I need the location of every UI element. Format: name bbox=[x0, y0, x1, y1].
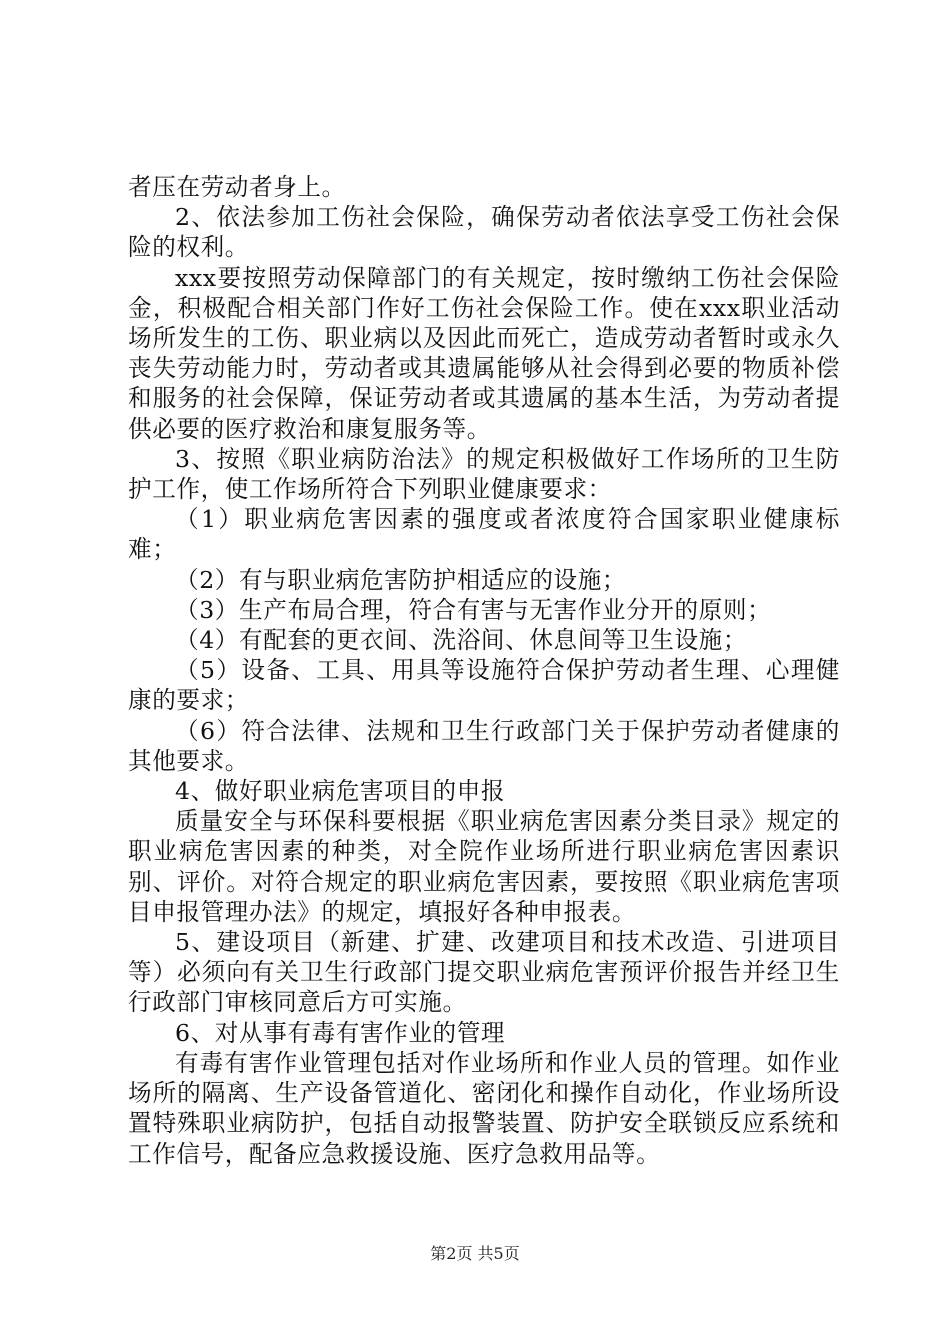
paragraph-item-4-heading: 4、做好职业病危害项目的申报 bbox=[175, 777, 506, 806]
paragraph-requirement-4: （4）有配套的更衣间、洗浴间、休息间等卫生设施； bbox=[175, 626, 748, 655]
paragraph-continuation: 者压在劳动者身上。 bbox=[128, 173, 346, 201]
paragraph-requirement-3: （3）生产布局合理，符合有害与无害作业分开的原则； bbox=[175, 595, 772, 624]
paragraph-item-2-insurance: 2、依法参加工伤社会保险，确保劳动者依法享受工伤社会保险的权利。 bbox=[128, 203, 840, 262]
paragraph-toxic-work-management: 有毒有害作业管理包括对作业场所和作业人员的管理。如作业场所的隔离、生产设备管道化、密闭化和操作自动化，作业场所设置特殊职业病防护，包括自动报警装置、防护安全联锁反应系统和工作信号，配备应急救援设施、医疗急救用品等。 bbox=[128, 1048, 840, 1168]
paragraph-declaration-details: 质量安全与环保科要根据《职业病危害因素分类目录》规定的职业病危害因素的种类，对全院作业场所进行职业病危害因素识别、评价。对符合规定的职业病危害因素，要按照《职业病危害项目申报管理办法》的规定，填报好各种申报表。 bbox=[128, 807, 840, 926]
page-number-label: 第2页 共5页 bbox=[430, 1244, 520, 1263]
paragraph-requirement-1: （1）职业病危害因素的强度或者浓度符合国家职业健康标难； bbox=[128, 505, 840, 564]
page-footer bbox=[0, 1244, 950, 1264]
paragraph-item-3-protection: 3、按照《职业病防治法》的规定积极做好工作场所的卫生防护工作，使工作场所符合下列职业健康要求： bbox=[128, 444, 840, 504]
paragraph-requirement-6: （6）符合法律、法规和卫生行政部门关于保护劳动者健康的其他要求。 bbox=[128, 716, 840, 775]
paragraph-requirement-2: （2）有与职业病危害防护相适应的设施； bbox=[175, 565, 627, 594]
document-body bbox=[128, 172, 840, 1169]
paragraph-insurance-details: xxx要按照劳动保障部门的有关规定，按时缴纳工伤社会保险金，积极配合相关部门作好工伤社会保险工作。使在xxx职业活动场所发生的工伤、职业病以及因此而死亡，造成劳动者暂时或永久丧失劳动能力时，劳动者或其遗属能够从社会得到必要的物质补偿和服务的社会保障，保证劳动者或其遗属的基本生活，为劳动者提供必要的医疗救治和康复服务等。 bbox=[128, 263, 840, 443]
paragraph-requirement-5: （5）设备、工具、用具等设施符合保护劳动者生理、心理健康的要求； bbox=[128, 656, 840, 715]
paragraph-item-6-heading: 6、对从事有毒有害作业的管理 bbox=[175, 1018, 506, 1047]
paragraph-item-5-construction: 5、建设项目（新建、扩建、改建项目和技术改造、引进项目等）必须向有关卫生行政部门提交职业病危害预评价报告并经卫生行政部门审核同意后方可实施。 bbox=[128, 928, 840, 1017]
